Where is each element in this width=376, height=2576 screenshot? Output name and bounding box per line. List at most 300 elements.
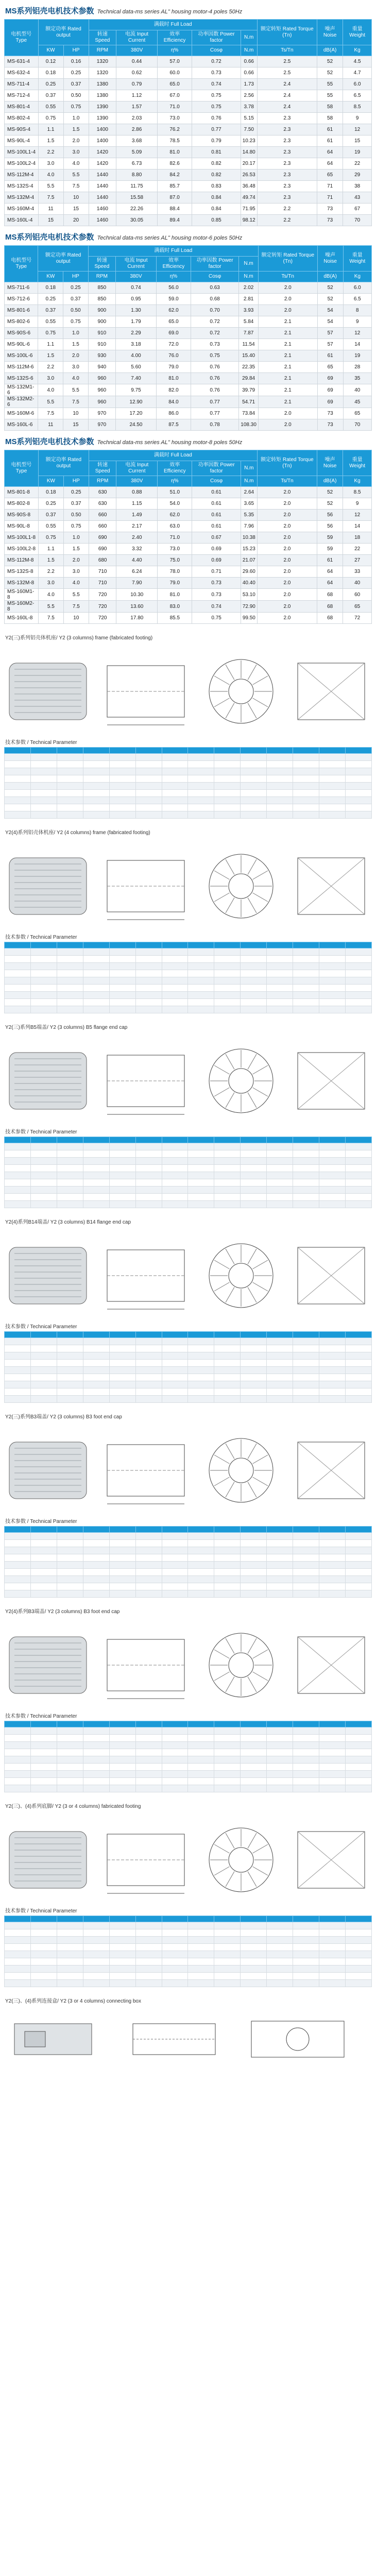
dim-cell	[345, 1179, 371, 1187]
dim-cell	[83, 992, 109, 999]
dim-cell	[345, 1944, 371, 1951]
dim-cell	[162, 963, 188, 970]
dim-cell	[109, 754, 135, 761]
dim-cell	[188, 1929, 214, 1937]
param-title: 技术参数 / Technical Parameter	[5, 1324, 77, 1330]
model-cell: MS-801-8	[5, 487, 39, 498]
value-cell: 84.2	[157, 170, 192, 181]
dim-cell	[345, 1201, 371, 1208]
header-cell: 转速 Speed	[89, 461, 116, 476]
value-cell: 56.0	[156, 282, 191, 294]
dim-cell	[293, 1540, 319, 1547]
value-cell: 850	[88, 294, 115, 305]
dim-cell	[214, 977, 241, 985]
value-cell: 29.60	[241, 566, 257, 578]
dim-cell	[293, 1590, 319, 1598]
dim-cell	[135, 1980, 162, 1987]
table-row	[5, 408, 372, 419]
value-cell: 9	[343, 113, 372, 124]
value-cell: 960	[88, 396, 115, 408]
value-cell: 2.86	[116, 124, 158, 135]
dim-cell	[135, 963, 162, 970]
dim-row	[5, 1735, 372, 1742]
dim-cell	[57, 1006, 83, 1013]
param-title: 技术参数 / Technical Parameter	[5, 935, 77, 940]
dim-cell	[83, 1965, 109, 1973]
dim-header-cell	[83, 1527, 109, 1533]
dim-cell	[345, 1929, 371, 1937]
dim-cell	[109, 1374, 135, 1381]
dim-cell	[30, 1973, 57, 1980]
dim-cell	[214, 797, 241, 804]
dim-row	[5, 1590, 372, 1598]
dim-cell	[267, 963, 293, 970]
dim-cell	[109, 1143, 135, 1150]
dim-header-cell	[135, 1137, 162, 1143]
dim-cell	[214, 1143, 241, 1150]
model-cell: MS-802-8	[5, 498, 39, 510]
dim-header-cell	[214, 1916, 241, 1922]
dim-cell	[188, 1540, 214, 1547]
dim-cell	[57, 1179, 83, 1187]
value-cell: 89.4	[157, 215, 192, 226]
model-cell: MS-160L-4	[5, 215, 39, 226]
value-cell: 0.84	[192, 204, 241, 215]
value-cell: 0.25	[38, 79, 63, 90]
dim-cell	[83, 1576, 109, 1583]
dim-cell	[135, 1547, 162, 1554]
dim-cell	[293, 948, 319, 956]
dim-cell	[57, 1742, 83, 1749]
header-cell: N.m	[239, 272, 259, 282]
dim-cell	[267, 1590, 293, 1598]
dim-cell	[30, 1396, 57, 1403]
dim-cell	[188, 1360, 214, 1367]
dim-cell	[83, 1533, 109, 1540]
dim-cell	[135, 1143, 162, 1150]
header-cell: Kg	[343, 45, 372, 56]
value-cell: 960	[88, 373, 115, 384]
value-cell: 65.0	[156, 316, 191, 328]
connecting-box-caption: Y2(三)、(4)系列连接盒/ Y2 (3 or 4 columns) connecting box	[5, 1998, 141, 2004]
dim-cell	[293, 1727, 319, 1735]
dim-cell	[109, 1569, 135, 1576]
dim-cell	[241, 1374, 267, 1381]
table-row	[5, 396, 372, 408]
dim-cell	[345, 1778, 371, 1785]
value-cell: 0.73	[191, 339, 238, 350]
dim-cell	[135, 1179, 162, 1187]
header-cell: 380V	[116, 45, 158, 56]
dim-cell	[57, 775, 83, 783]
dim-cell	[5, 1172, 31, 1179]
table-row	[5, 204, 372, 215]
dim-cell	[214, 1785, 241, 1792]
header-cell: KW	[38, 476, 63, 487]
dim-cell	[135, 1201, 162, 1208]
dim-cell	[162, 1150, 188, 1158]
dim-cell	[267, 1554, 293, 1562]
dim-cell	[162, 977, 188, 985]
value-cell: 52	[317, 67, 343, 79]
header-cell: KW	[38, 272, 63, 282]
dim-row	[5, 1562, 372, 1569]
value-cell: 17.80	[116, 613, 158, 624]
value-cell: 2.1	[258, 362, 317, 373]
value-cell: 5.5	[63, 170, 89, 181]
header-cell: 噪声 Noise	[317, 20, 343, 45]
dim-cell	[214, 783, 241, 790]
dim-cell	[188, 1547, 214, 1554]
technical-drawings	[4, 838, 372, 929]
dim-cell	[30, 1194, 57, 1201]
dim-cell	[267, 1187, 293, 1194]
dim-cell	[241, 754, 267, 761]
dim-cell	[30, 970, 57, 977]
dim-cell	[109, 1158, 135, 1165]
dim-row	[5, 956, 372, 963]
dim-cell	[83, 1374, 109, 1381]
table-row	[5, 170, 372, 181]
header-cell: KW	[38, 45, 63, 56]
dim-cell	[109, 1785, 135, 1792]
value-cell: 15.23	[241, 544, 257, 555]
value-cell: 2.0	[257, 521, 317, 532]
dim-cell	[83, 956, 109, 963]
model-cell: MS-100L-6	[5, 350, 38, 362]
dim-cell	[83, 797, 109, 804]
value-cell: 64	[317, 158, 343, 170]
dim-cell	[188, 1187, 214, 1194]
dim-cell	[293, 1367, 319, 1374]
table-row	[5, 510, 372, 521]
param-title: 技术参数 / Technical Parameter	[5, 1908, 77, 1914]
value-cell: 69	[317, 373, 343, 384]
header-cell: HP	[63, 476, 89, 487]
dim-cell	[30, 1201, 57, 1208]
section-title-cn: MS系列铝壳电机技术参数	[5, 7, 94, 15]
value-cell: 49.74	[241, 192, 257, 204]
dim-cell	[135, 1749, 162, 1756]
dim-cell	[267, 1749, 293, 1756]
header-cell: 转速 Speed	[89, 30, 116, 45]
model-cell: MS-132M2-6	[5, 396, 38, 408]
dim-cell	[214, 1735, 241, 1742]
dim-cell	[5, 999, 31, 1006]
header-cell: Ts/Tn	[258, 272, 317, 282]
dim-header-cell	[5, 748, 31, 754]
dim-cell	[30, 1143, 57, 1150]
model-cell: MS-160L-6	[5, 419, 38, 431]
value-cell: 0.79	[192, 135, 241, 147]
dim-row	[5, 1583, 372, 1590]
value-cell: 630	[89, 498, 116, 510]
value-cell: 67	[343, 204, 372, 215]
value-cell: 940	[88, 362, 115, 373]
dim-cell	[267, 1922, 293, 1929]
value-cell: 60.0	[157, 67, 192, 79]
dim-header-cell	[214, 1332, 241, 1338]
dim-cell	[214, 1958, 241, 1965]
value-cell: 5.09	[116, 147, 158, 158]
value-cell: 4.0	[63, 158, 89, 170]
value-cell: 0.83	[192, 181, 241, 192]
value-cell: 0.85	[192, 215, 241, 226]
dim-cell	[293, 1360, 319, 1367]
value-cell: 0.75	[38, 328, 63, 339]
dim-cell	[293, 1187, 319, 1194]
dim-cell	[293, 1980, 319, 1987]
dim-cell	[109, 1352, 135, 1360]
value-cell: 0.25	[63, 67, 89, 79]
dim-row	[5, 1201, 372, 1208]
dim-row	[5, 1951, 372, 1958]
dim-cell	[109, 1937, 135, 1944]
dim-cell	[162, 775, 188, 783]
value-cell: 0.55	[38, 316, 63, 328]
dim-cell	[30, 992, 57, 999]
dim-cell	[30, 811, 57, 819]
dim-cell	[5, 804, 31, 811]
value-cell: 1.1	[38, 124, 63, 135]
value-cell: 0.75	[192, 90, 241, 101]
dim-cell	[241, 1540, 267, 1547]
dim-cell	[267, 1958, 293, 1965]
value-cell: 1.1	[38, 339, 63, 350]
value-cell: 40	[343, 384, 371, 396]
dim-cell	[188, 811, 214, 819]
value-cell: 75.0	[158, 555, 192, 566]
technical-drawing	[4, 1427, 372, 1512]
table-row	[5, 215, 372, 226]
dim-cell	[293, 1345, 319, 1352]
dim-cell	[30, 1179, 57, 1187]
dim-cell	[188, 1764, 214, 1771]
value-cell: 0.25	[38, 498, 63, 510]
spec-table	[4, 450, 372, 624]
dim-cell	[5, 775, 31, 783]
dim-cell	[267, 956, 293, 963]
dim-cell	[319, 783, 346, 790]
dim-cell	[241, 956, 267, 963]
dim-cell	[162, 1006, 188, 1013]
dim-header-cell	[5, 1916, 31, 1922]
table-row	[5, 305, 372, 316]
header-cell: RPM	[88, 272, 115, 282]
value-cell: 87.5	[156, 419, 191, 431]
dim-cell	[345, 985, 371, 992]
drawing-caption: Y2(三)、(4)系列底脚/ Y2 (3 or 4 columns) fabricated footing	[5, 1804, 141, 1809]
dim-cell	[30, 1980, 57, 1987]
value-cell: 82.6	[157, 158, 192, 170]
dim-cell	[214, 1576, 241, 1583]
dim-cell	[162, 1922, 188, 1929]
dim-cell	[109, 1540, 135, 1547]
dim-cell	[241, 811, 267, 819]
dim-cell	[345, 1367, 371, 1374]
dim-cell	[214, 1194, 241, 1201]
dim-cell	[293, 1388, 319, 1396]
dim-cell	[109, 1965, 135, 1973]
value-cell: 69	[317, 384, 343, 396]
header-cell: 电机型号 Type	[5, 450, 39, 487]
value-cell: 0.18	[38, 282, 63, 294]
table-row	[5, 67, 372, 79]
dim-cell	[267, 948, 293, 956]
dim-cell	[162, 1569, 188, 1576]
dim-cell	[319, 1554, 346, 1562]
value-cell: 4.0	[38, 384, 63, 396]
model-cell: MS-711-4	[5, 79, 39, 90]
dim-cell	[109, 1749, 135, 1756]
dim-cell	[267, 970, 293, 977]
value-cell: 3.65	[241, 498, 257, 510]
dim-cell	[188, 797, 214, 804]
value-cell: 4.7	[343, 67, 372, 79]
model-cell: MS-100L2-4	[5, 158, 39, 170]
header-cell: N.m	[241, 461, 257, 476]
dim-cell	[109, 1771, 135, 1778]
dim-cell	[214, 1006, 241, 1013]
dim-cell	[57, 1785, 83, 1792]
value-cell: 0.72	[192, 56, 241, 67]
dim-cell	[293, 790, 319, 797]
header-cell: 满载时 Full Load	[89, 20, 257, 30]
dim-cell	[135, 1554, 162, 1562]
dim-row	[5, 1569, 372, 1576]
dim-cell	[83, 1569, 109, 1576]
dim-cell	[57, 948, 83, 956]
dim-cell	[267, 1735, 293, 1742]
header-cell: 功率因数 Power factor	[192, 30, 241, 45]
dim-cell	[162, 1143, 188, 1150]
dim-cell	[135, 783, 162, 790]
value-cell: 72.90	[241, 601, 257, 613]
value-cell: 11	[38, 204, 63, 215]
dim-cell	[5, 977, 31, 985]
dim-header-cell	[241, 748, 267, 754]
dim-cell	[188, 1569, 214, 1576]
model-cell: MS-160M1-8	[5, 589, 39, 601]
value-cell: 2.2	[257, 215, 317, 226]
value-cell: 10.30	[116, 589, 158, 601]
dim-cell	[109, 1187, 135, 1194]
header-cell: 噪声 Noise	[317, 450, 343, 476]
value-cell: 0.37	[38, 510, 63, 521]
dim-cell	[267, 1778, 293, 1785]
value-cell: 85.7	[157, 181, 192, 192]
dim-cell	[241, 1201, 267, 1208]
dim-cell	[30, 1187, 57, 1194]
dim-cell	[241, 1749, 267, 1756]
dim-cell	[267, 1944, 293, 1951]
value-cell: 0.63	[191, 282, 238, 294]
dim-cell	[293, 1778, 319, 1785]
value-cell: 15.40	[239, 350, 259, 362]
dim-cell	[83, 1201, 109, 1208]
dim-header-cell	[162, 1332, 188, 1338]
dim-cell	[319, 1771, 346, 1778]
table-row	[5, 192, 372, 204]
dim-cell	[319, 1179, 346, 1187]
value-cell: 0.74	[116, 282, 157, 294]
section-title-cn: MS系列铝壳电机技术参数	[5, 437, 94, 446]
dim-cell	[57, 1388, 83, 1396]
dim-cell	[83, 1194, 109, 1201]
dim-cell	[345, 790, 371, 797]
dim-cell	[188, 783, 214, 790]
header-cell: 电流 Input Current	[116, 257, 157, 272]
dim-cell	[5, 1194, 31, 1201]
dim-cell	[241, 1396, 267, 1403]
dim-cell	[135, 1958, 162, 1965]
value-cell: 3.0	[38, 373, 63, 384]
table-row	[5, 555, 372, 566]
dim-cell	[30, 1742, 57, 1749]
table-row	[5, 56, 372, 67]
dim-cell	[214, 1381, 241, 1388]
value-cell: 1380	[89, 90, 116, 101]
dim-cell	[162, 1345, 188, 1352]
value-cell: 0.74	[192, 601, 241, 613]
dim-header-cell	[5, 942, 31, 948]
dim-cell	[162, 1756, 188, 1764]
dim-cell	[293, 985, 319, 992]
dim-cell	[5, 1352, 31, 1360]
header-cell: Ts/Tn	[257, 476, 317, 487]
dim-cell	[109, 992, 135, 999]
value-cell: 59	[317, 544, 343, 555]
table-row	[5, 158, 372, 170]
dim-cell	[109, 1201, 135, 1208]
dim-cell	[109, 1922, 135, 1929]
dim-cell	[345, 768, 371, 775]
dim-cell	[135, 1158, 162, 1165]
dim-header-cell	[5, 1332, 31, 1338]
dim-cell	[293, 1764, 319, 1771]
table-row	[5, 521, 372, 532]
value-cell: 62.0	[156, 305, 191, 316]
value-cell: 0.72	[191, 316, 238, 328]
value-cell: 52	[317, 498, 343, 510]
dim-cell	[5, 963, 31, 970]
dim-cell	[293, 1352, 319, 1360]
value-cell: 81.0	[156, 373, 191, 384]
param-title: 技术参数 / Technical Parameter	[5, 740, 77, 745]
value-cell: 12	[343, 510, 372, 521]
dim-cell	[5, 1345, 31, 1352]
dim-cell	[267, 1727, 293, 1735]
value-cell: 15	[38, 215, 63, 226]
dim-cell	[241, 1381, 267, 1388]
dim-cell	[188, 761, 214, 768]
drawing-block-6	[4, 1800, 372, 1987]
value-cell: 0.66	[241, 56, 257, 67]
dim-cell	[135, 1727, 162, 1735]
dim-cell	[188, 1158, 214, 1165]
dim-cell	[188, 1785, 214, 1792]
header-cell: 额定转矩 Rated Torque (Tn)	[257, 450, 317, 476]
dim-cell	[30, 1727, 57, 1735]
dim-cell	[188, 768, 214, 775]
dim-cell	[57, 963, 83, 970]
dim-row	[5, 1374, 372, 1381]
dim-cell	[5, 1150, 31, 1158]
dim-cell	[345, 1583, 371, 1590]
dim-cell	[319, 1764, 346, 1771]
dim-cell	[30, 1006, 57, 1013]
dimension-table	[4, 1137, 372, 1208]
